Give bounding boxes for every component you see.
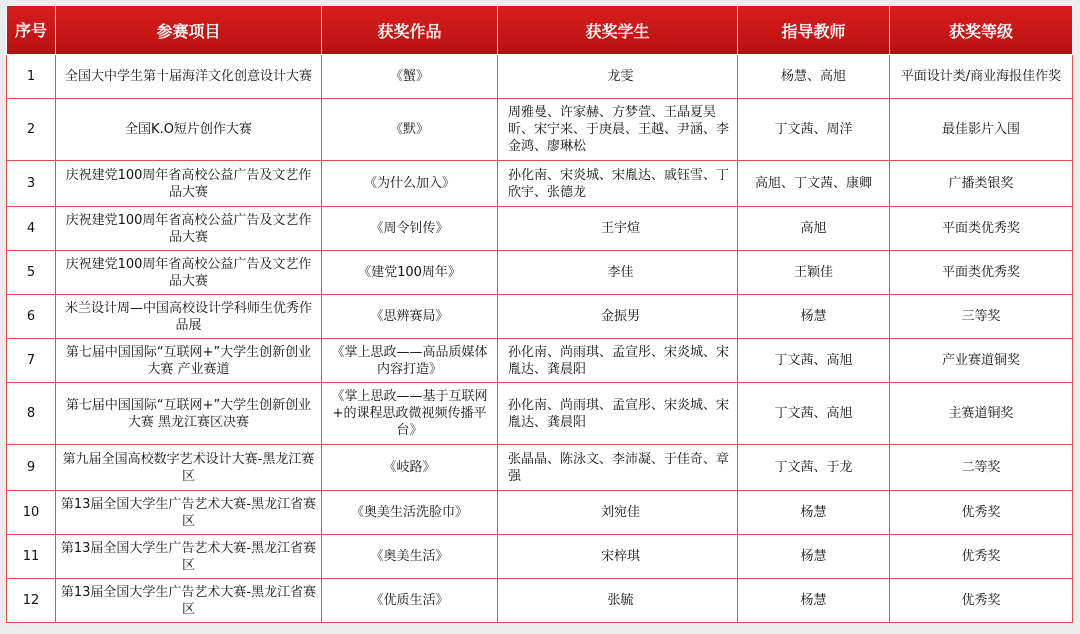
cell-no: 5: [7, 251, 56, 295]
awards-table: [6, 5, 1073, 623]
cell-level: 优秀奖: [890, 535, 1073, 579]
table-row: [7, 383, 1073, 445]
cell-project: 第七届中国国际“互联网+”大学生创新创业大赛 产业赛道: [56, 339, 322, 383]
cell-no: 4: [7, 207, 56, 251]
cell-no: 9: [7, 445, 56, 491]
cell-work: 《奥美生活》: [322, 535, 498, 579]
cell-students: 宋梓琪: [498, 535, 738, 579]
cell-level: 平面类优秀奖: [890, 251, 1073, 295]
cell-no: 3: [7, 161, 56, 207]
table-row: [7, 207, 1073, 251]
cell-project: 庆祝建党100周年省高校公益广告及文艺作品大赛: [56, 251, 322, 295]
cell-work: 《默》: [322, 99, 498, 161]
cell-work: 《掌上思政——基于互联网+的课程思政微视频传播平台》: [322, 383, 498, 445]
cell-teacher: 杨慧: [738, 579, 890, 623]
cell-project: 全国K.O短片创作大赛: [56, 99, 322, 161]
cell-teacher: 杨慧: [738, 491, 890, 535]
cell-project: 第七届中国国际“互联网+”大学生创新创业大赛 黑龙江赛区决赛: [56, 383, 322, 445]
header-students: 获奖学生: [498, 6, 738, 55]
cell-work: 《岐路》: [322, 445, 498, 491]
cell-work: 《奥美生活洗脸巾》: [322, 491, 498, 535]
cell-level: 平面设计类/商业海报佳作奖: [890, 55, 1073, 99]
cell-students: 李佳: [498, 251, 738, 295]
cell-students: 龙雯: [498, 55, 738, 99]
cell-teacher: 高旭: [738, 207, 890, 251]
header-work: 获奖作品: [322, 6, 498, 55]
cell-project: 庆祝建党100周年省高校公益广告及文艺作品大赛: [56, 207, 322, 251]
table-row: [7, 491, 1073, 535]
cell-students: 刘宛佳: [498, 491, 738, 535]
cell-project: 全国大中学生第十届海洋文化创意设计大赛: [56, 55, 322, 99]
cell-teacher: 丁文茜、于龙: [738, 445, 890, 491]
cell-no: 11: [7, 535, 56, 579]
cell-no: 10: [7, 491, 56, 535]
cell-students: 张晶晶、陈泳文、李沛凝、于佳奇、章强: [498, 445, 738, 491]
table-row: [7, 339, 1073, 383]
header-no: 序号: [7, 6, 56, 55]
header-level: 获奖等级: [890, 6, 1073, 55]
cell-work: 《优质生活》: [322, 579, 498, 623]
cell-students: 王宇煊: [498, 207, 738, 251]
cell-level: 广播类银奖: [890, 161, 1073, 207]
cell-level: 二等奖: [890, 445, 1073, 491]
cell-students: 周雅曼、许家赫、方梦萱、王晶夏昊昕、宋宁来、于庚晨、王越、尹涵、李金鸿、廖琳松: [498, 99, 738, 161]
table-row: [7, 535, 1073, 579]
cell-work: 《蟹》: [322, 55, 498, 99]
table-row: [7, 161, 1073, 207]
table-row: [7, 579, 1073, 623]
table-row: [7, 295, 1073, 339]
cell-students: 孙化南、尚雨琪、孟宣彤、宋炎城、宋胤达、龚晨阳: [498, 339, 738, 383]
cell-level: 优秀奖: [890, 579, 1073, 623]
cell-project: 第13届全国大学生广告艺术大赛-黑龙江省赛区: [56, 579, 322, 623]
cell-level: 平面类优秀奖: [890, 207, 1073, 251]
cell-students: 孙化南、宋炎城、宋胤达、戚钰雪、丁欣宇、张德龙: [498, 161, 738, 207]
cell-no: 8: [7, 383, 56, 445]
cell-level: 主赛道铜奖: [890, 383, 1073, 445]
header-teacher: 指导教师: [738, 6, 890, 55]
cell-work: 《思辨赛局》: [322, 295, 498, 339]
cell-project: 第13届全国大学生广告艺术大赛-黑龙江省赛区: [56, 491, 322, 535]
awards-table-container: [6, 5, 1072, 623]
cell-project: 第九届全国高校数字艺术设计大赛-黑龙江赛区: [56, 445, 322, 491]
cell-teacher: 丁文茜、高旭: [738, 383, 890, 445]
table-row: [7, 445, 1073, 491]
cell-level: 三等奖: [890, 295, 1073, 339]
cell-no: 2: [7, 99, 56, 161]
cell-work: 《周令钊传》: [322, 207, 498, 251]
cell-work: 《为什么加入》: [322, 161, 498, 207]
cell-level: 最佳影片入围: [890, 99, 1073, 161]
table-row: [7, 55, 1073, 99]
cell-teacher: 杨慧、高旭: [738, 55, 890, 99]
header-project: 参赛项目: [56, 6, 322, 55]
cell-no: 7: [7, 339, 56, 383]
cell-teacher: 王颖佳: [738, 251, 890, 295]
cell-teacher: 丁文茜、周洋: [738, 99, 890, 161]
cell-work: 《建党100周年》: [322, 251, 498, 295]
cell-no: 12: [7, 579, 56, 623]
cell-work: 《掌上思政——高品质媒体内容打造》: [322, 339, 498, 383]
cell-project: 第13届全国大学生广告艺术大赛-黑龙江省赛区: [56, 535, 322, 579]
table-row: [7, 251, 1073, 295]
cell-no: 1: [7, 55, 56, 99]
table-row: [7, 99, 1073, 161]
cell-project: 庆祝建党100周年省高校公益广告及文艺作品大赛: [56, 161, 322, 207]
cell-level: 产业赛道铜奖: [890, 339, 1073, 383]
cell-teacher: 高旭、丁文茜、康卿: [738, 161, 890, 207]
cell-students: 孙化南、尚雨琪、孟宣彤、宋炎城、宋胤达、龚晨阳: [498, 383, 738, 445]
header-row: [7, 6, 1073, 55]
cell-students: 张毓: [498, 579, 738, 623]
cell-teacher: 杨慧: [738, 295, 890, 339]
cell-teacher: 丁文茜、高旭: [738, 339, 890, 383]
cell-teacher: 杨慧: [738, 535, 890, 579]
cell-level: 优秀奖: [890, 491, 1073, 535]
cell-project: 米兰设计周—中国高校设计学科师生优秀作品展: [56, 295, 322, 339]
cell-students: 金振男: [498, 295, 738, 339]
cell-no: 6: [7, 295, 56, 339]
